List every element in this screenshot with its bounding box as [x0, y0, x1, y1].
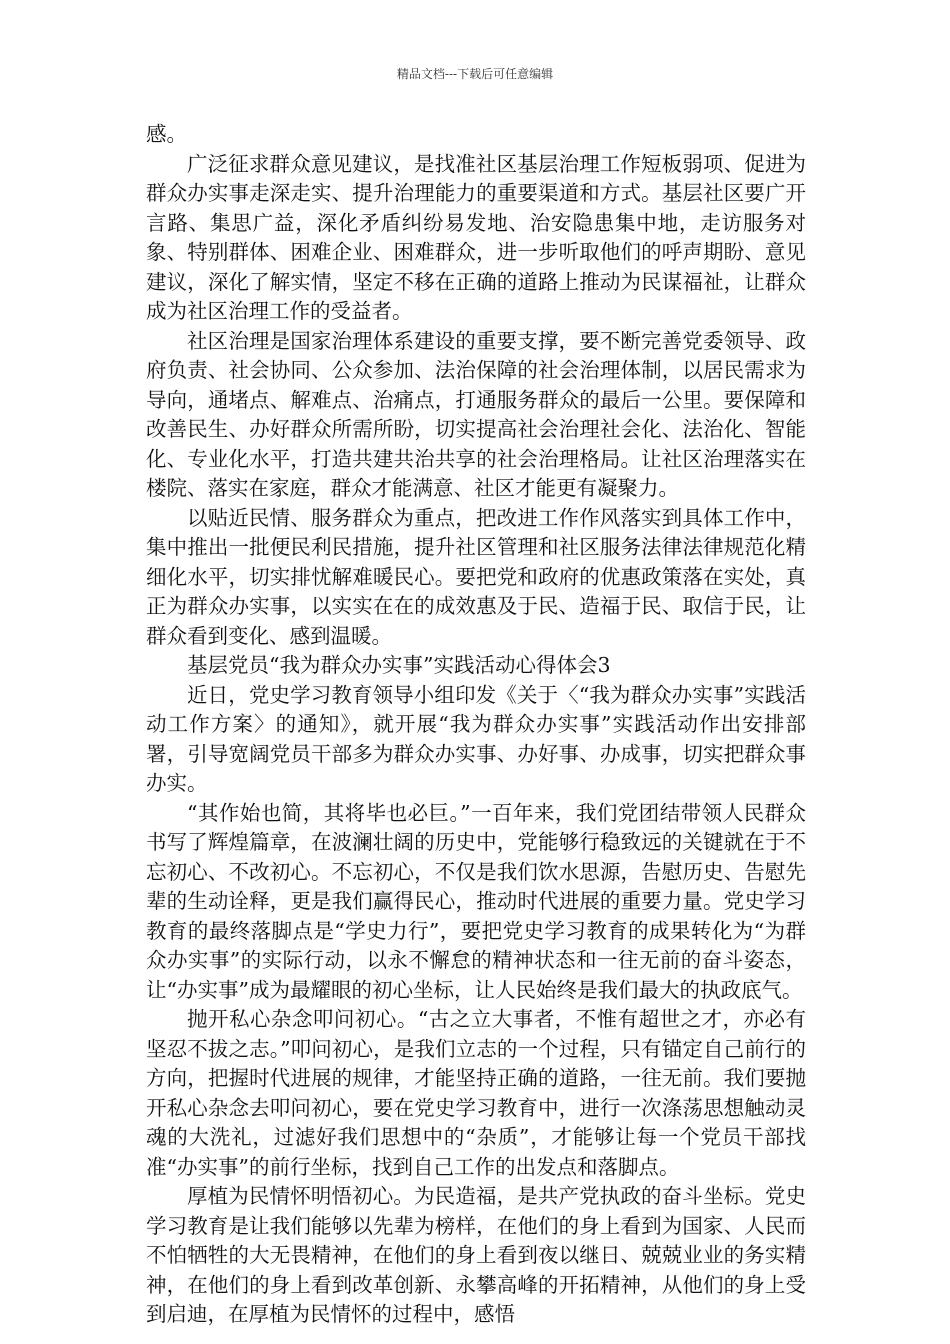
paragraph: 社区治理是国家治理体系建设的重要支撑，要不断完善党委领导、政府负责、社会协同、公众参加、法治保障的社会治理体制，以居民需求为导向，通堵点、解难点、治痛点，打通服务群众的最后一公里。要保障和改善民生、办好群众所需所盼，切实提高社会治理社会化、法治化、智能化、专业化水平，打造共建共治共享的社会治理格局。让社区治理落实在楼院、落实在家庭，群众才能满意、社区才能更有凝聚力。	[146, 328, 806, 500]
paragraph: 以贴近民情、服务群众为重点，把改进工作作风落实到具体工作中，集中推出一批便民利民措施，提升社区管理和社区服务法律法律规范化精细化水平，切实排忧解难暖民心。要把党和政府的优惠政策落在实处，真正为群众办实事，以实实在在的成效惠及于民、造福于民、取信于民，让群众看到变化、感到温暖。	[146, 505, 806, 648]
paragraph: 近日，党史学习教育领导小组印发《关于〈“我为群众办实事”实践活动工作方案〉的通知》，就开展“我为群众办实事”实践活动作出安排部署，引导宽阔党员干部多为群众办实事、办好事、办成事，切实把群众事办实。	[146, 682, 806, 795]
paragraph: 抛开私心杂念叩问初心。“古之立大事者，不惟有超世之才，亦必有坚忍不拔之志。”叩问初心，是我们立志的一个过程，只有锚定自己前行的方向，把握时代进展的规律，才能坚持正确的道路，一往无前。我们要抛开私心杂念去叩问初心，要在党史学习教育中，进行一次涤荡思想触动灵魂的大洗礼，过滤好我们思想中的“杂质”，才能够让每一个党员干部找准“办实事”的前行坐标，找到自己工作的出发点和落脚点。	[146, 1007, 806, 1179]
document-body	[146, 120, 806, 1330]
page-header-note: 精品文档---下载后可任意编辑	[396, 67, 554, 81]
section-heading: 基层党员“我为群众办实事”实践活动心得体会3	[187, 653, 611, 677]
paragraph: “其作始也简，其将毕也必巨。”一百年来，我们党团结带领人民群众书写了辉煌篇章，在波澜壮阔的历史中，党能够行稳致远的关键就在于不忘初心、不改初心。不忘初心，不仅是我们饮水思源，告慰历史、告慰先辈的生动诠释，更是我们赢得民心，推动时代进展的重要力量。党史学习教育的最终落脚点是“学史力行”，要把党史学习教育的成果转化为“为群众办实事”的实际行动，以永不懈怠的精神状态和一往无前的奋斗姿态，让“办实事”成为最耀眼的初心坐标，让人民始终是我们最大的执政底气。	[146, 800, 806, 1002]
paragraph: 广泛征求群众意见建议，是找准社区基层治理工作短板弱项、促进为群众办实事走深走实、提升治理能力的重要渠道和方式。基层社区要广开言路、集思广益，深化矛盾纠纷易发地、治安隐患集中地，走访服务对象、特别群体、困难企业、困难群众，进一步听取他们的呼声期盼、意见建议，深化了解实情，坚定不移在正确的道路上推动为民谋福祉，让群众成为社区治理工作的受益者。	[146, 151, 806, 323]
paragraph: 厚植为民情怀明悟初心。为民造福，是共产党执政的奋斗坐标。党史学习教育是让我们能够以先辈为榜样，在他们的身上看到为国家、人民而不怕牺牲的大无畏精神，在他们的身上看到夜以继日、兢兢业业的务实精神，在他们的身上看到改革创新、永攀高峰的开拓精神，从他们的身上受到启迪，在厚植为民情怀的过程中，感悟	[146, 1184, 806, 1326]
paragraph: 感。	[146, 122, 187, 146]
